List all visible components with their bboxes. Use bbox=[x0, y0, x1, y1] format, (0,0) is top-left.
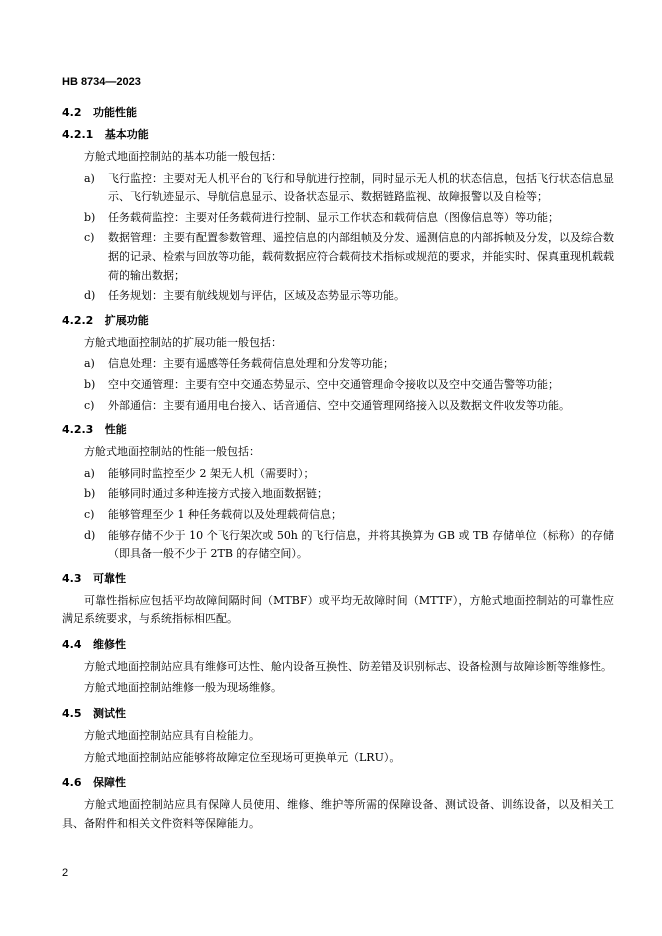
list-text: 数据管理：主要有配置参数管理、遥控信息的内部组帧及分发、遥测信息的内部拆帧及分发，以及综合数据的记录、检索与回放等功能，载荷数据应符合载荷技术指标或规范的要求，并能实时、保真重现机载载荷的输出数据； bbox=[108, 231, 614, 282]
list-item bbox=[62, 170, 614, 207]
page-number: 2 bbox=[62, 867, 69, 879]
list-text: 任务规划：主要有航线规划与评估，区域及态势显示等功能。 bbox=[108, 289, 405, 303]
section-heading-4-4: 4.4 维修性 bbox=[62, 637, 126, 651]
list-item bbox=[62, 287, 614, 306]
paragraph: 方舱式地面控制站的扩展功能一般包括： bbox=[84, 335, 282, 349]
list-label: d) bbox=[84, 528, 96, 542]
page-content bbox=[62, 104, 614, 836]
section-heading-4-5: 4.5 测试性 bbox=[62, 707, 126, 721]
section-heading-4-3: 4.3 可靠性 bbox=[62, 571, 126, 585]
list-text: 能够存储不少于 10 个飞行架次或 50h 的飞行信息，并将其换算为 GB 或 TB 存储单位（标称）的存储（即具备一般不少于 2TB 的存储空间）。 bbox=[108, 528, 614, 561]
paragraph: 方舱式地面控制站应具有维修可达性、舱内设备互换性、防差错及识别标志、设备检测与故障诊断等维修性。 bbox=[84, 659, 612, 673]
list-text: 飞行监控：主要对无人机平台的飞行和导航进行控制，同时显示无人机的状态信息，包括飞行状态信息显示、飞行轨迹显示、导航信息显示、设备状态显示、数据链路监视、故障报警以及自检等； bbox=[108, 171, 614, 204]
list-label: a) bbox=[84, 171, 95, 185]
list-label: b) bbox=[84, 210, 96, 224]
list-text: 空中交通管理：主要有空中交通态势显示、空中交通管理命令接收以及空中交通告警等功能； bbox=[108, 377, 559, 391]
list-item bbox=[62, 355, 614, 374]
paragraph: 方舱式地面控制站的基本功能一般包括： bbox=[84, 150, 282, 163]
list-item bbox=[62, 506, 614, 525]
section-heading-4-2-1: 4.2.1 基本功能 bbox=[62, 128, 149, 141]
paragraph: 方舱式地面控制站应能够将故障定位至现场可更换单元（LRU）。 bbox=[84, 750, 401, 764]
list-label: c) bbox=[84, 398, 95, 412]
list-label: b) bbox=[84, 487, 96, 501]
list-item bbox=[62, 209, 614, 228]
list-item bbox=[62, 527, 614, 564]
paragraph: 方舱式地面控制站的性能一般包括： bbox=[84, 445, 260, 459]
paragraph: 方舱式地面控制站应具有保障人员使用、维修、维护等所需的保障设备、测试设备、训练设备，以及相关工具、备附件和相关文件资料等保障能力。 bbox=[62, 798, 614, 830]
list-text: 能够同时通过多种连接方式接入地面数据链； bbox=[108, 487, 328, 501]
list-label: a) bbox=[84, 357, 95, 371]
section-heading-4-2: 4.2 功能性能 bbox=[62, 106, 137, 119]
paragraph: 可靠性指标应包括平均故障间隔时间（MTBF）或平均无故障时间（MTTF），方舱式地面控制站的可靠性应满足系统要求，与系统指标相匹配。 bbox=[62, 593, 614, 626]
list-text: 能够同时监控至少 2 架无人机（需要时）； bbox=[108, 466, 315, 480]
paragraph: 方舱式地面控制站维修一般为现场维修。 bbox=[84, 681, 282, 695]
list-label: d) bbox=[84, 289, 96, 303]
list-text: 信息处理：主要有遥感等任务载荷信息处理和分发等功能； bbox=[108, 357, 394, 371]
standard-number: HB 8734—2023 bbox=[62, 76, 141, 88]
section-heading-4-2-2: 4.2.2 扩展功能 bbox=[62, 313, 149, 327]
list-label: c) bbox=[84, 231, 95, 245]
list-item bbox=[62, 397, 614, 416]
list-item bbox=[62, 229, 614, 285]
list-label: c) bbox=[84, 507, 95, 521]
paragraph: 方舱式地面控制站应具有自检能力。 bbox=[84, 729, 260, 743]
list-label: b) bbox=[84, 377, 96, 391]
list-label: a) bbox=[84, 466, 95, 480]
list-text: 能够管理至少 1 种任务载荷以及处理载荷信息； bbox=[108, 507, 342, 521]
list-item bbox=[62, 485, 614, 504]
section-heading-4-2-3: 4.2.3 性能 bbox=[62, 423, 127, 437]
list-text: 外部通信：主要有通用电台接入、话音通信、空中交通管理网络接入以及数据文件收发等功能。 bbox=[108, 398, 570, 412]
list-item bbox=[62, 376, 614, 395]
list-item bbox=[62, 465, 614, 484]
list-text: 任务载荷监控：主要对任务载荷进行控制、显示工作状态和载荷信息（图像信息等）等功能； bbox=[108, 210, 559, 224]
section-heading-4-6: 4.6 保障性 bbox=[62, 776, 126, 790]
